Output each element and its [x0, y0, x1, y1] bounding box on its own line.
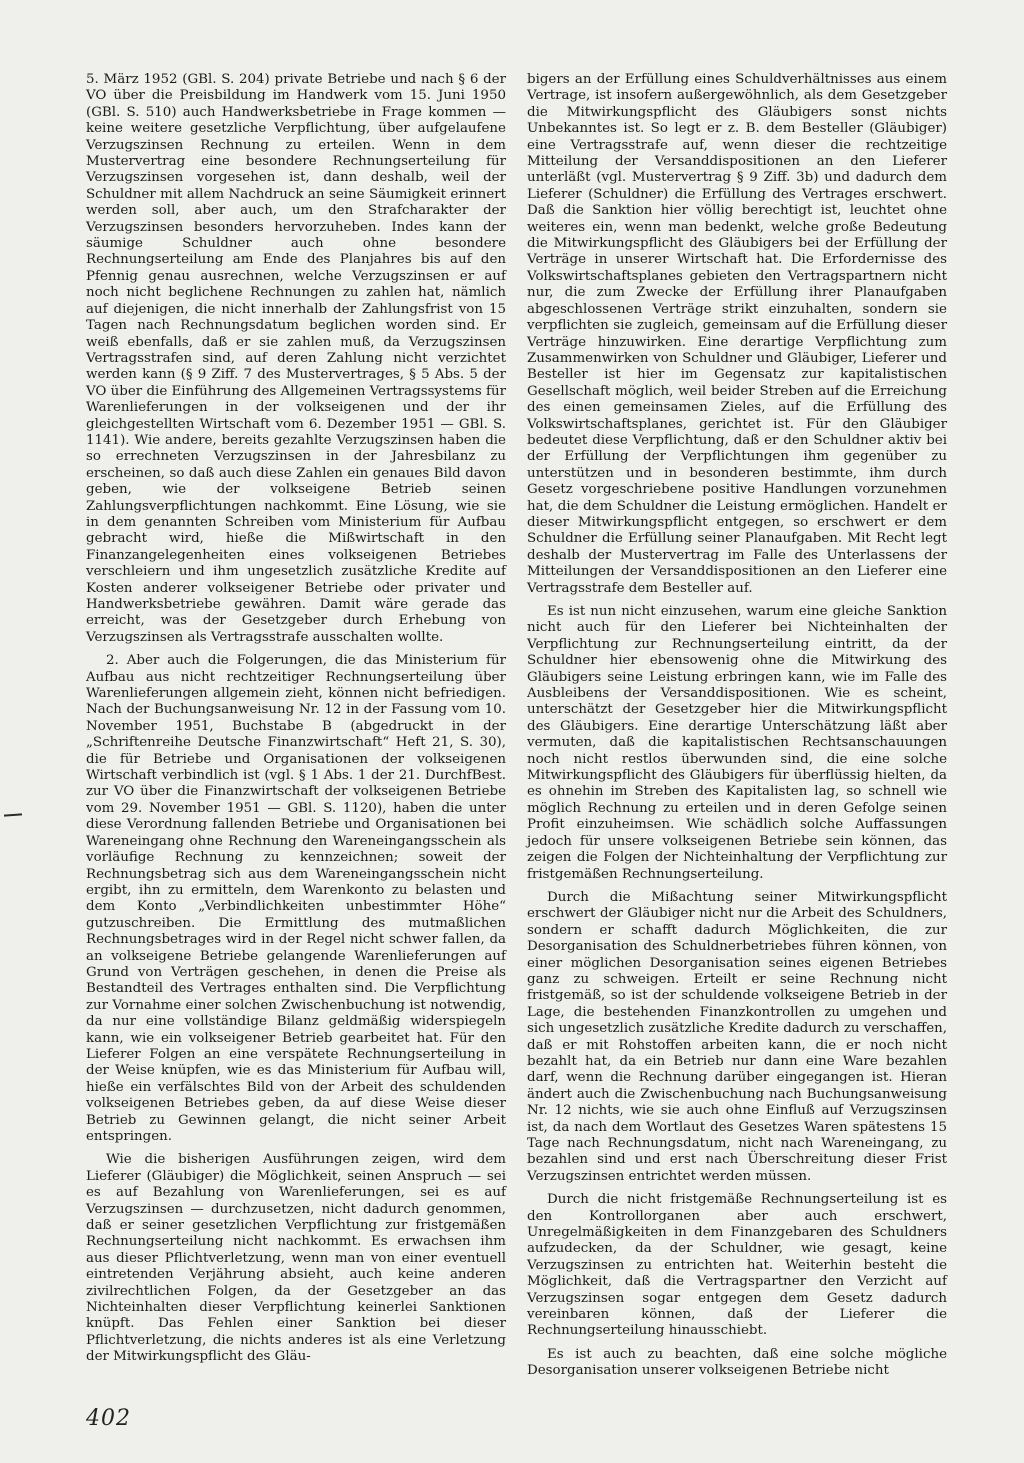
left-paragraph-3: Wie die bisherigen Ausführungen zeigen, wird dem Lieferer (Gläubiger) die Möglichkeit, seinen Anspruch — sei es auf Bezahlung von Warenlieferungen, sei es auf Verzugszinsen — durchzusetzen, nicht dadurch genommen, daß er seiner gesetzlichen Verpflichtung zur fristgemäßen Rechnungserteilung nicht nachkommt. Es erwachsen ihm aus dieser Pflichtverletzung, wenn man von einer eventuell eintretenden Verjährung absieht, auch keine anderen zivilrechtlichen Folgen, da der Gesetzgeber an das Nichteinhalten dieser Verpflichtung keinerlei Sanktionen knüpft. Das Fehlen einer Sanktion bei dieser Pflichtverletzung, die nichts anderes ist als eine Verletzung der Mitwirkungspflicht des Gläu-: [86, 1152, 506, 1365]
left-paragraph-1: 5. März 1952 (GBl. S. 204) private Betriebe und nach § 6 der VO über die Preisbildung im Handwerk vom 15. Juni 1950 (GBl. S. 510) auch Handwerksbetriebe in Frage kommen — keine weitere gesetzliche Verpflichtung, über aufgelaufene Verzugszinsen Rechnung zu erteilen. Wenn in dem Mustervertrag eine besondere Rechnungserteilung für Verzugszinsen vorgesehen ist, dann deshalb, weil der Schuldner mit allem Nachdruck an seine Säumigkeit erinnert werden soll, aber auch, um den Strafcharakter der Verzugszinsen besonders hervorzuheben. Indes kann der säumige Schuldner auch ohne besondere Rechnungserteilung am Ende des Planjahres bis auf den Pfennig genau ausrechnen, welche Verzugszinsen er auf noch nicht beglichene Rechnungen zu zahlen hat, nämlich auf diejenigen, die nicht innerhalb der Zahlungsfrist von 15 Tagen nach Rechnungsdatum beglichen worden sind. Er weiß ebenfalls, daß er sie zahlen muß, da Verzugszinsen Vertragsstrafen sind, auf deren Zahlung nicht verzichtet werden kann (§ 9 Ziff. 7 des Mustervertrages, § 5 Abs. 5 der VO über die Einführung des Allgemeinen Vertragssystems für Warenlieferungen in der volkseigenen und der ihr gleichgestellten Wirtschaft vom 6. Dezember 1951 — GBl. S. 1141). Wie andere, bereits gezahlte Verzugszinsen haben die so errechneten Verzugszinsen in der Jahresbilanz zu erscheinen, so daß auch diese Zahlen ein genaues Bild davon geben, wie der volkseigene Betrieb seinen Zahlungsverpflichtungen nachkommt. Eine Lösung, wie sie in dem genannten Schreiben vom Ministerium für Aufbau gebracht wird, hieße die Mißwirtschaft in den Finanzangelegenheiten eines volkseigenen Betriebes verschleiern und ihm ungesetzlich zusätzliche Kredite auf Kosten anderer volkseigener Betriebe oder privater und Handwerksbetriebe gewähren. Damit wäre gerade das erreicht, was der Gesetzgeber durch Erhebung von Verzugszinsen als Vertragsstrafe ausschalten wollte.: [86, 72, 506, 645]
right-paragraph-3: Durch die Mißachtung seiner Mitwirkungspflicht erschwert der Gläubiger nicht nur die Arbeit des Schuldners, sondern er schafft dadurch Möglichkeiten, die zur Desorganisation des Schuldnerbetriebes führen können, von einer möglichen Desorganisation seines eigenen Betriebes ganz zu schweigen. Erteilt er seine Rechnung nicht fristgemäß, so ist der schuldende volkseigene Betrieb in der Lage, die bestehenden Finanzkontrollen zu umgehen und sich ungesetzlich zusätzliche Kredite dadurch zu verschaffen, daß er mit Rohstoffen arbeiten kann, die er noch nicht bezahlt hat, da ein Betrieb nur dann eine Ware bezahlen darf, wenn die Rechnung darüber eingegangen ist. Hieran ändert auch die Zwischenbuchung nach Buchungsanweisung Nr. 12 nichts, wie sie auch ohne Einfluß auf Verzugszinsen ist, da nach dem Wortlaut des Gesetzes Waren spätestens 15 Tage nach Rechnungsdatum, nicht nach Wareneingang, zu bezahlen sind und erst nach Überschreitung dieser Frist Verzugszinsen entrichtet werden müssen.: [527, 889, 947, 1184]
right-paragraph-5: Es ist auch zu beachten, daß eine solche mögliche Desorganisation unserer volkseigenen Betriebe nicht: [527, 1346, 947, 1379]
right-paragraph-1: bigers an der Erfüllung eines Schuldverhältnisses aus einem Vertrage, ist insofern außergewöhnlich, als dem Gesetzgeber die Mitwirkungspflicht des Gläubigers sonst nichts Unbekanntes ist. So legt er z. B. dem Besteller (Gläubiger) eine Vertragsstrafe auf, wenn dieser die rechtzeitige Mitteilung der Versanddispositionen an den Lieferer unterläßt (vgl. Mustervertrag § 9 Ziff. 3b) und dadurch dem Lieferer (Schuldner) die Erfüllung des Vertrages erschwert. Daß die Sanktion hier völlig berechtigt ist, leuchtet ohne weiteres ein, wenn man bedenkt, welche große Bedeutung die Mitwirkungspflicht des Gläubigers bei der Erfüllung der Verträge in unserer Wirtschaft hat. Die Erfordernisse des Volkswirtschaftsplanes gebieten den Vertragspartnern nicht nur, die zum Zwecke der Erfüllung ihrer Planaufgaben abgeschlossenen Verträge strikt einzuhalten, sondern sie verpflichten sie zugleich, gemeinsam auf die Erfüllung dieser Verträge hinzuwirken. Eine derartige Verpflichtung zum Zusammenwirken von Schuldner und Gläubiger, Lieferer und Besteller ist hier im Gegensatz zur kapitalistischen Gesellschaft möglich, weil beider Streben auf die Erreichung des einen gemeinsamen Zieles, auf die Erfüllung des Volkswirtschaftsplanes, gerichtet ist. Für den Gläubiger bedeutet diese Verpflichtung, daß er den Schuldner aktiv bei der Erfüllung der Verpflichtungen ihm gegenüber zu unterstützen und in besonderen bestimmte, ihm durch Gesetz vorgeschriebene positive Handlungen vorzunehmen hat, die dem Schuldner die Leistung ermöglichen. Handelt er dieser Mitwirkungspflicht entgegen, so erschwert er dem Schuldner die Erfüllung seiner Planaufgaben. Mit Recht legt deshalb der Mustervertrag im Falle des Unterlassens der Mitteilungen der Versanddispositionen an den Lieferer eine Vertragsstrafe dem Besteller auf.: [527, 72, 947, 596]
right-paragraph-4: Durch die nicht fristgemäße Rechnungserteilung ist es den Kontrollorganen aber auch erschwert, Unregelmäßigkeiten in dem Finanzgebaren des Schuldners aufzudecken, da der Schuldner, wie gesagt, keine Verzugszinsen zu entrichten hat. Weiterhin besteht die Möglichkeit, daß die Vertragspartner den Verzicht auf Verzugszinsen sogar entgegen dem Gesetz dadurch vereinbaren können, daß der Lieferer die Rechnungserteilung hinausschiebt.: [527, 1192, 947, 1339]
left-column: [86, 72, 506, 1373]
margin-mark: [4, 813, 22, 816]
right-column: [527, 72, 947, 1387]
page-number: 402: [86, 1406, 131, 1431]
left-paragraph-2: 2. Aber auch die Folgerungen, die das Ministerium für Aufbau aus nicht rechtzeitiger Rechnungserteilung über Warenlieferungen allgemein zieht, können nicht befriedigen. Nach der Buchungsanweisung Nr. 12 in der Fassung vom 10. November 1951, Buchstabe B (abgedruckt in der „Schriftenreihe Deutsche Finanzwirtschaft“ Heft 21, S. 30), die für Betriebe und Organisationen der volkseigenen Wirtschaft verbindlich ist (vgl. § 1 Abs. 1 der 21. DurchfBest. zur VO über die Finanzwirtschaft der volkseigenen Betriebe vom 29. November 1951 — GBl. S. 1120), haben die unter diese Verordnung fallenden Betriebe und Organisationen bei Wareneingang ohne Rechnung den Wareneingangsschein als vorläufige Rechnung zu kennzeichnen; soweit der Rechnungsbetrag sich aus dem Wareneingangsschein nicht ergibt, ihn zu ermitteln, dem Warenkonto zu belasten und dem Konto „Verbindlichkeiten unbestimmter Höhe“ gutzuschreiben. Die Ermittlung des mutmaßlichen Rechnungsbetrages wird in der Regel nicht schwer fallen, da an volkseigene Betriebe gelangende Warenlieferungen auf Grund von Verträgen geschehen, in denen die Preise als Bestandteil des Vertrages enthalten sind. Die Verpflichtung zur Vornahme einer solchen Zwischenbuchung ist notwendig, da nur eine vollständige Bilanz geldmäßig widerspiegeln kann, wie ein volkseigener Betrieb gearbeitet hat. Für den Lieferer Folgen an eine verspätete Rechnungserteilung in der Weise knüpfen, wie es das Ministerium für Aufbau will, hieße ein verfälschtes Bild von der Arbeit des schuldenden volkseigenen Betriebes geben, da auf diese Weise dieser Betrieb zu Gewinnen gelangt, die nicht seiner Arbeit entspringen.: [86, 653, 506, 1144]
right-paragraph-2: Es ist nun nicht einzusehen, warum eine gleiche Sanktion nicht auch für den Lieferer bei Nichteinhalten der Verpflichtung zur Rechnungserteilung eintritt, da der Schuldner hier ebensowenig ohne die Mitwirkung des Gläubigers seine Leistung erbringen kann, wie im Falle des Ausbleibens der Versanddispositionen. Wie es scheint, unterschätzt der Gesetzgeber hier die Mitwirkungspflicht des Gläubigers. Eine derartige Unterschätzung läßt aber vermuten, daß die kapitalistischen Rechtsanschauungen noch nicht restlos überwunden sind, die eine solche Mitwirkungspflicht des Gläubigers für überflüssig hielten, da es ohnehin im Streben des Kapitalisten lag, so schnell wie möglich Rechnung zu erteilen und in deren Gefolge seinen Profit einzuheimsen. Wie schädlich solche Auffassungen jedoch für unsere volkseigenen Betriebe sein können, das zeigen die Folgen der Nichteinhaltung der Verpflichtung zur fristgemäßen Rechnungserteilung.: [527, 604, 947, 882]
